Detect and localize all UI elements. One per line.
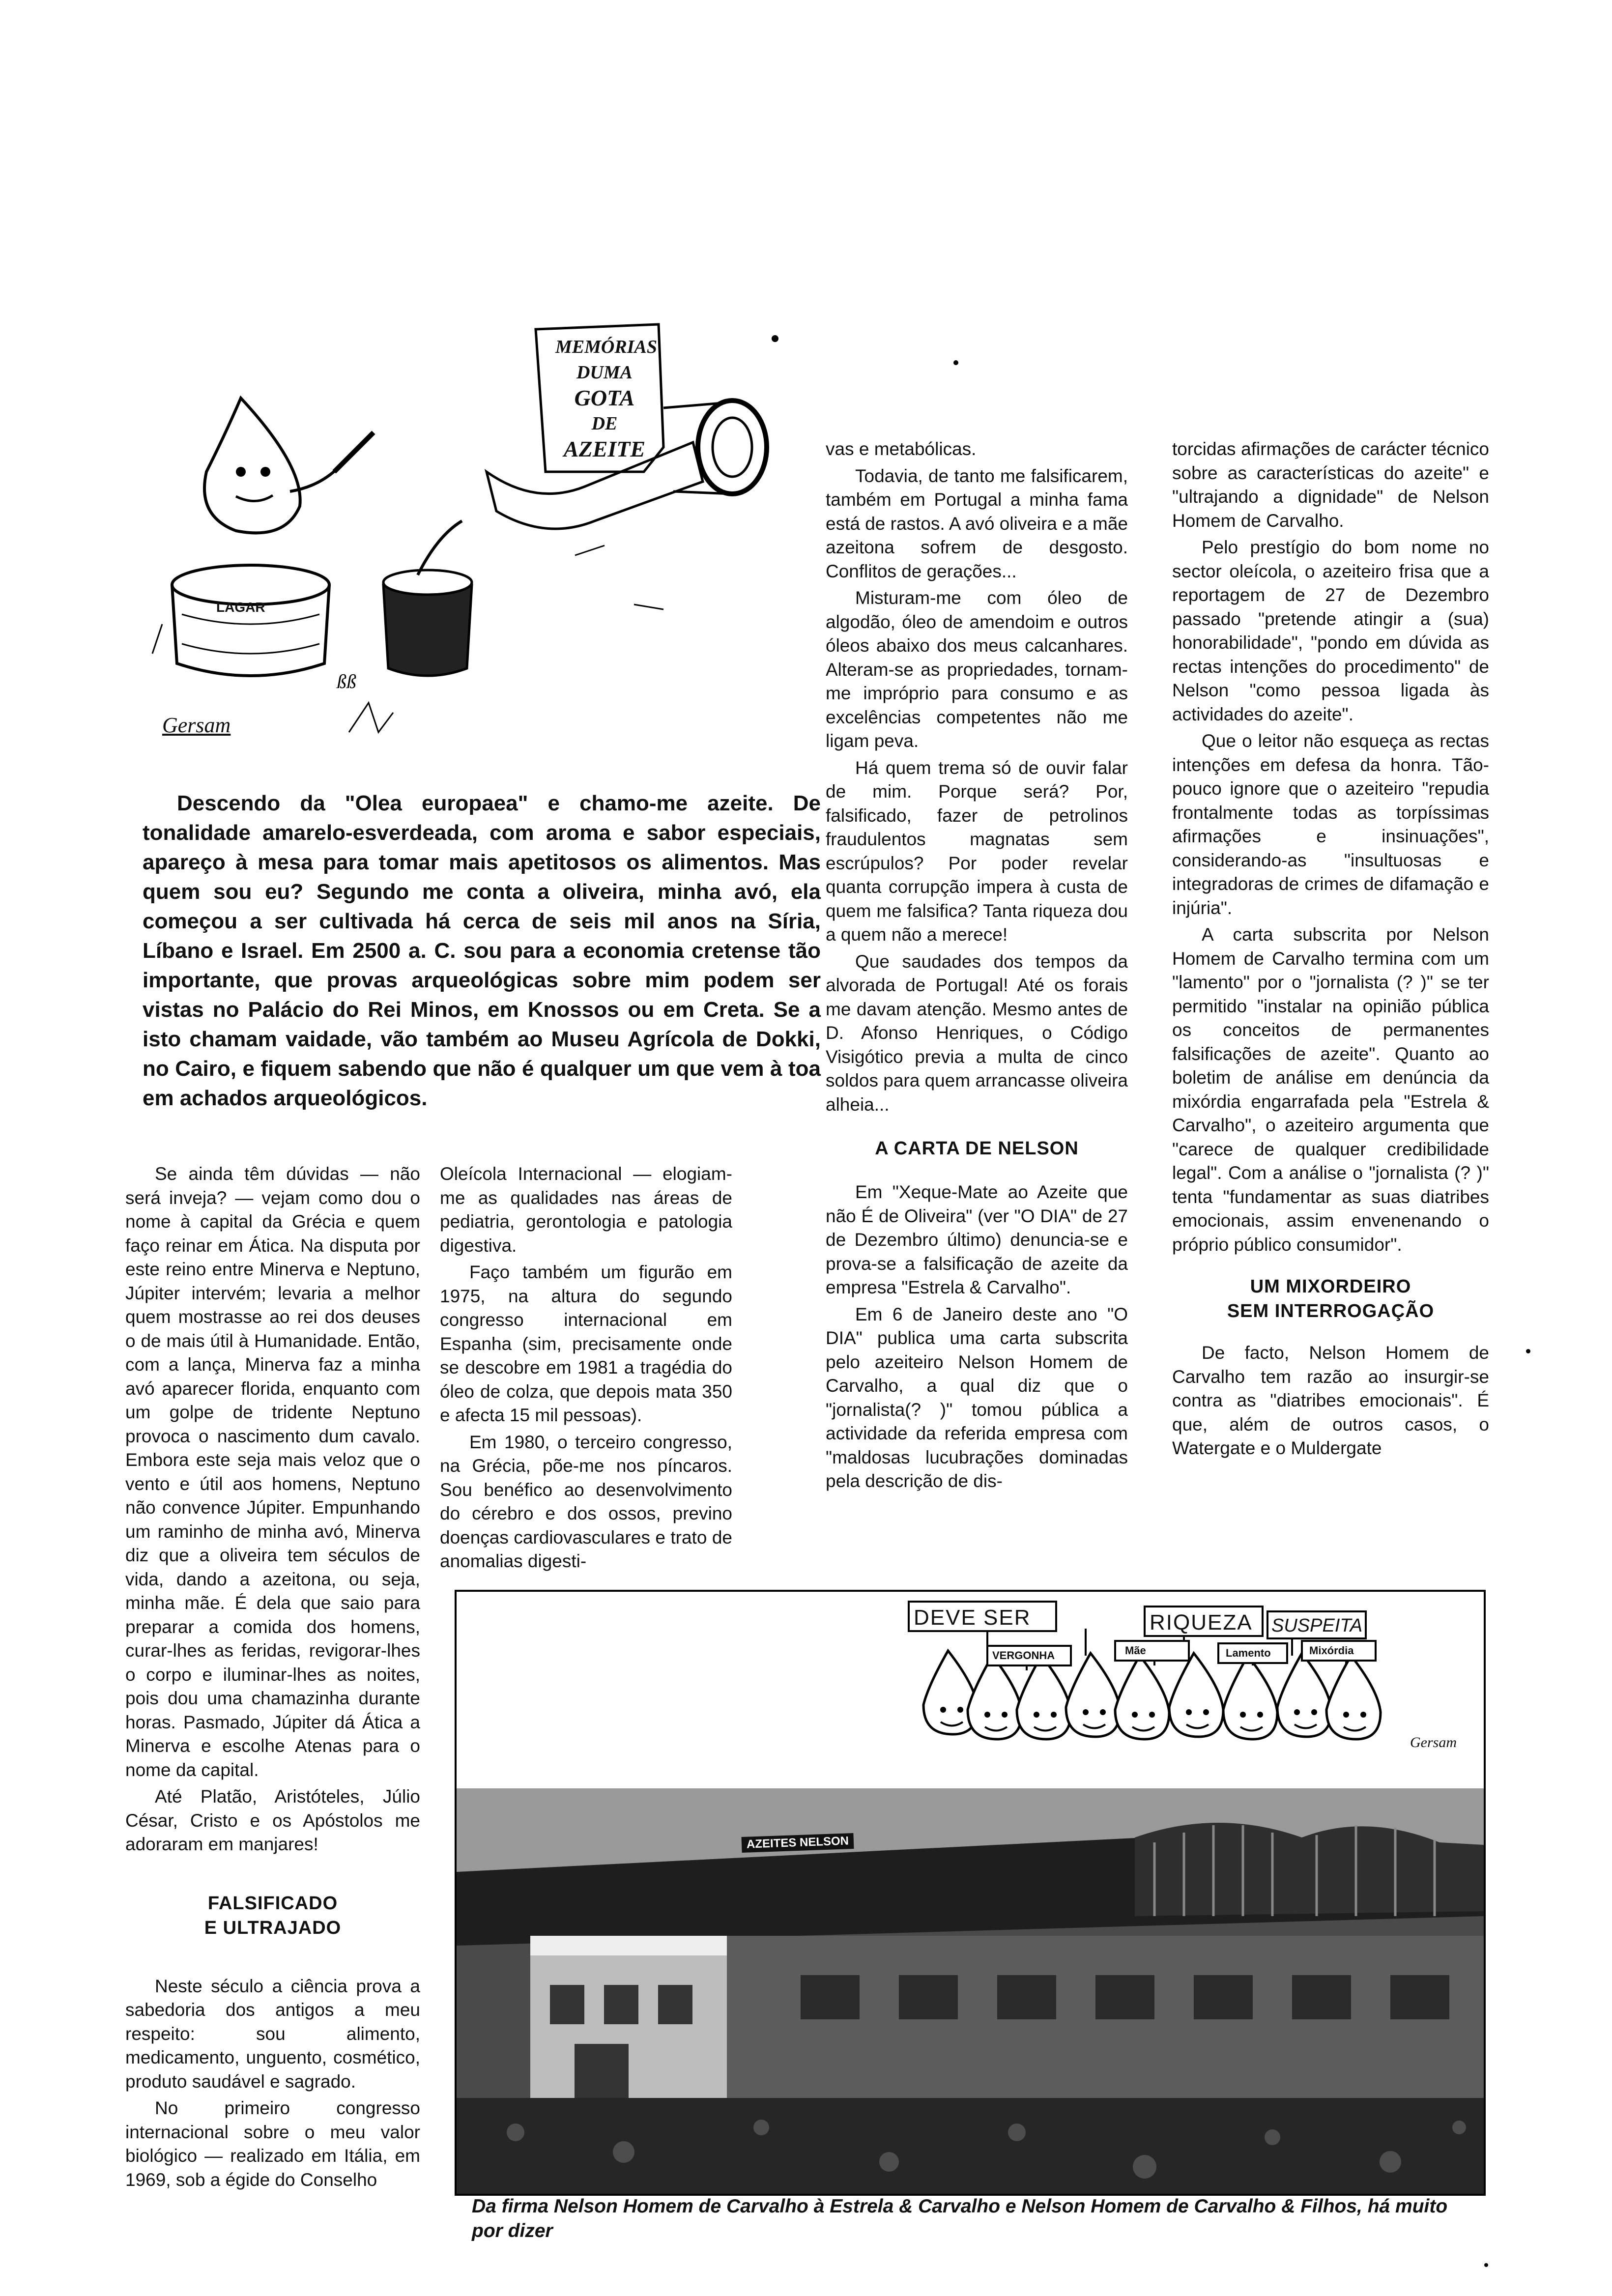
lagar-label: LAGAR [216, 600, 265, 615]
scroll-line-1: MEMÓRIAS [555, 337, 657, 357]
col1-paragraph: Neste século a ciência prova a sabedoria dos antigos a meu respeito: sou alimento, medicamento, unguento, cosmético, produto saudável e sagrado. [125, 1976, 420, 2092]
heading-line: FALSIFICADO [207, 1893, 338, 1914]
col2-paragraph: Faço também um figurão em 1975, na altura do segundo congresso internacional em Espanha (sim, precisamente onde se descobre em 1981 a tragédia do óleo de colza, que depois mata 350 e afecta 15 mil pessoas). [440, 1262, 732, 1425]
cartoon-illustration [143, 310, 821, 752]
heading-line: SEM INTERROGAÇÃO [1227, 1301, 1435, 1321]
factory-building-drawing [457, 1788, 1484, 2194]
banner-word: SUSPEITA [1271, 1615, 1363, 1636]
col3-paragraph: Que saudades dos tempos da alvorada de Portugal! Até os forais me davam atenção. Mesmo antes de D. Afonso Henriques, o Código Visigótico previa a multa de cinco soldos para quem arrancasse oliveira alheia... [826, 951, 1128, 1115]
col4-paragraph: Que o leitor não esqueça as rectas intenções em defesa da honra. Tão-pouco ignore que o azeiteiro "repudia frontalmente todas as torpíssimas afirmações e insinuações", considerando-as "insultuosas e integradoras de crimes de difamação e injúria". [1172, 731, 1489, 918]
column-3 [826, 437, 1128, 1493]
scroll-line-2: DUMA [576, 362, 633, 383]
scroll-line-4: DE [591, 413, 618, 434]
section-heading-mixordeiro [1172, 1274, 1489, 1323]
col3-paragraph: Em 6 de Janeiro deste ano "O DIA" publica uma carta subscrita pelo azeiteiro Nelson Homem de Carvalho, a qual diz que o "jornalista(? )" tomou pública a actividade da referida empresa com "maldosas lucubrações dominadas pela descrição de dis- [826, 1304, 1128, 1491]
col3-paragraph: vas e metabólicas. [826, 439, 977, 459]
photo-frame [455, 1590, 1486, 2196]
small-sign: Lamento [1226, 1647, 1271, 1659]
col3-paragraph: Misturam-me com óleo de algodão, óleo de amendoim e outros óleos abaixo dos meus calcanhares. Alteram-se as propriedades, tornam-me impróprio para consumo e as excelências competentes não me ligam peva. [826, 588, 1128, 751]
scan-speck [1526, 1349, 1530, 1353]
scan-speck [1484, 2263, 1488, 2267]
small-sign: Mixórdia [1309, 1644, 1354, 1657]
protest-cartoon [457, 1592, 1484, 1754]
col3-paragraph: Em "Xeque-Mate ao Azeite que não É de Oliveira" (ver "O DIA" de 27 de Dezembro último) denuncia-se e prova-se a falsificação de azeite da empresa "Estrela & Carvalho". [826, 1182, 1128, 1297]
column-1 [125, 1162, 420, 2192]
svg-text:ßß: ßß [337, 670, 356, 692]
col1-paragraph: No primeiro congresso internacional sobre o meu valor biológico — realizado em Itália, em 1969, sob a égide do Conselho [125, 2098, 420, 2190]
banner-word: DEVE SER [914, 1606, 1031, 1630]
banner-word: RIQUEZA [1150, 1610, 1253, 1635]
col2-paragraph: Em 1980, o terceiro congresso, na Grécia, põe-me nos píncaros. Sou benéfico ao desenvolvimento do cérebro e dos ossos, previno doenças cardiovasculares e trato de anomalias digesti- [440, 1432, 732, 1571]
section-heading-carta-nelson: A CARTA DE NELSON [875, 1138, 1079, 1159]
col4-paragraph: A carta subscrita por Nelson Homem de Carvalho termina com um "lamento" por o "jornalista (? )" se ter permitido "instalar na opinião pública os conceitos de permanentes falsificações de azeite". Quanto ao boletim de análise em denúncia da mixórdia engarrafada pela "Estrela & Carvalho", o azeiteiro argumenta que "carece de qualquer credibilidade legal". Com a análise o "jornalista (? )" tenta "fundamentar as suas diatribes emocionais, assim envenenando o próprio público consumidor". [1172, 924, 1489, 1255]
scan-speck [953, 360, 958, 365]
photo-caption: Da firma Nelson Homem de Carvalho à Estrela & Carvalho e Nelson Homem de Carvalho & Filhos, há muito por dizer [472, 2196, 1448, 2241]
scroll-line-3: GOTA [574, 385, 635, 410]
col3-paragraph: Há quem trema só de ouvir falar de mim. Porque será? Por, falsificado, fazer de petrolinos fraudulentos magnatas sem escrúpulos? Por poder revelar quanta corrupção impera à custa de quem me falsifica? Tanta riqueza dou a quem não a merece! [826, 757, 1128, 945]
col1-paragraph: Até Platão, Aristóteles, Júlio César, Cristo e os Apóstolos me adoraram em manjares! [125, 1786, 420, 1854]
protest-signature: Gersam [1410, 1734, 1457, 1751]
intro-paragraph: Descendo da "Olea europaea" e chamo-me azeite. De tonalidade amarelo-esverdeada, com aroma e sabor especiais, apareço à mesa para tomar mais apetitosos os alimentos. Mas quem sou eu? Segundo me conta a oliveira, minha avó, ela começou a ser cultivada há cerca de seis mil anos na Síria, Líbano e Israel. Em 2500 a. C. sou para a economia cretense tão importante, que provas arqueológicas sobre mim podem ser vistas no Palácio do Rei Minos, em Knossos ou em Creta. Se a isto chamam vaidade, vão também ao Museu Agrícola de Dokki, no Cairo, e fiquem sabendo que não é qualquer um que vem à toa em achados arqueológicos. [143, 791, 821, 1110]
section-heading-falsificado [125, 1891, 420, 1940]
col1-paragraph: Se ainda têm dúvidas — não será inveja? — vejam como dou o nome à capital da Grécia e quem faço reinar em Ática. Na disputa por este reino entre Minerva e Neptuno, Júpiter intervém; levaria a melhor quem mostrasse ao rei dos deuses o de mais útil à Humanidade. Então, com a lança, Minerva faz a minha avó aparecer florida, enquanto com um golpe de tridente Neptuno provoca o nascimento dum cavalo. Embora este seja mais veloz que o vento e útil aos homens, Neptuno não convence Júpiter. Empunhando um raminho de minha avó, Minerva diz que a oliveira tem séculos de vida, dando a azeitona, ou seja, minha mãe. É dela que saio para preparar a comida dos homens, curar-lhes as feridas, revigorar-lhes o corpo e iluminar-lhes as noites, pois dou uma chamazinha durante horas. Pasmado, Júpiter dá Ática a Minerva e escolhe Atenas para o nome da capital. [125, 1164, 420, 1780]
heading-line: UM MIXORDEIRO [1250, 1276, 1411, 1297]
scroll-title [555, 334, 657, 462]
oil-drop-cartoon [143, 310, 821, 752]
col4-paragraph: torcidas afirmações de carácter técnico sobre as características do azeite" e "ultrajando a dignidade" de Nelson Homem de Carvalho. [1172, 439, 1489, 531]
col4-paragraph: De facto, Nelson Homem de Carvalho tem razão ao insurgir-se contra as "diatribes emocionais". É que, além de outros casos, o Watergate e o Muldergate [1172, 1343, 1489, 1458]
cartoon-signature: Gersam [162, 713, 231, 737]
building-sign: AZEITES NELSON [742, 1833, 854, 1853]
heading-line: E ULTRAJADO [204, 1917, 342, 1938]
col4-paragraph: Pelo prestígio do bom nome no sector oleícola, o azeiteiro frisa que a reportagem de 27 de Dezembro passado "pretende atingir a (sua) honorabilidade", "pondo em dúvida as rectas intenções do procedimento" de Nelson "como pessoa ligada às actividades do azeite". [1172, 537, 1489, 724]
col3-paragraph: Todavia, de tanto me falsificarem, também em Portugal a minha fama está de rastos. A avó oliveira e a mãe azeitona sofrem de desgosto. Conflitos de gerações... [826, 465, 1128, 581]
col2-paragraph: Oleícola Internacional — elogiam-me as qualidades nas áreas de pediatria, gerontologia e patologia digestiva. [440, 1164, 732, 1256]
small-sign: VERGONHA [992, 1649, 1055, 1662]
column-4 [1172, 437, 1489, 1461]
scan-speck [772, 335, 778, 342]
factory-photo [457, 1788, 1484, 2194]
column-2 [440, 1162, 732, 1574]
scroll-line-5: AZEITE [563, 436, 646, 461]
small-sign: Mãe [1125, 1644, 1146, 1657]
